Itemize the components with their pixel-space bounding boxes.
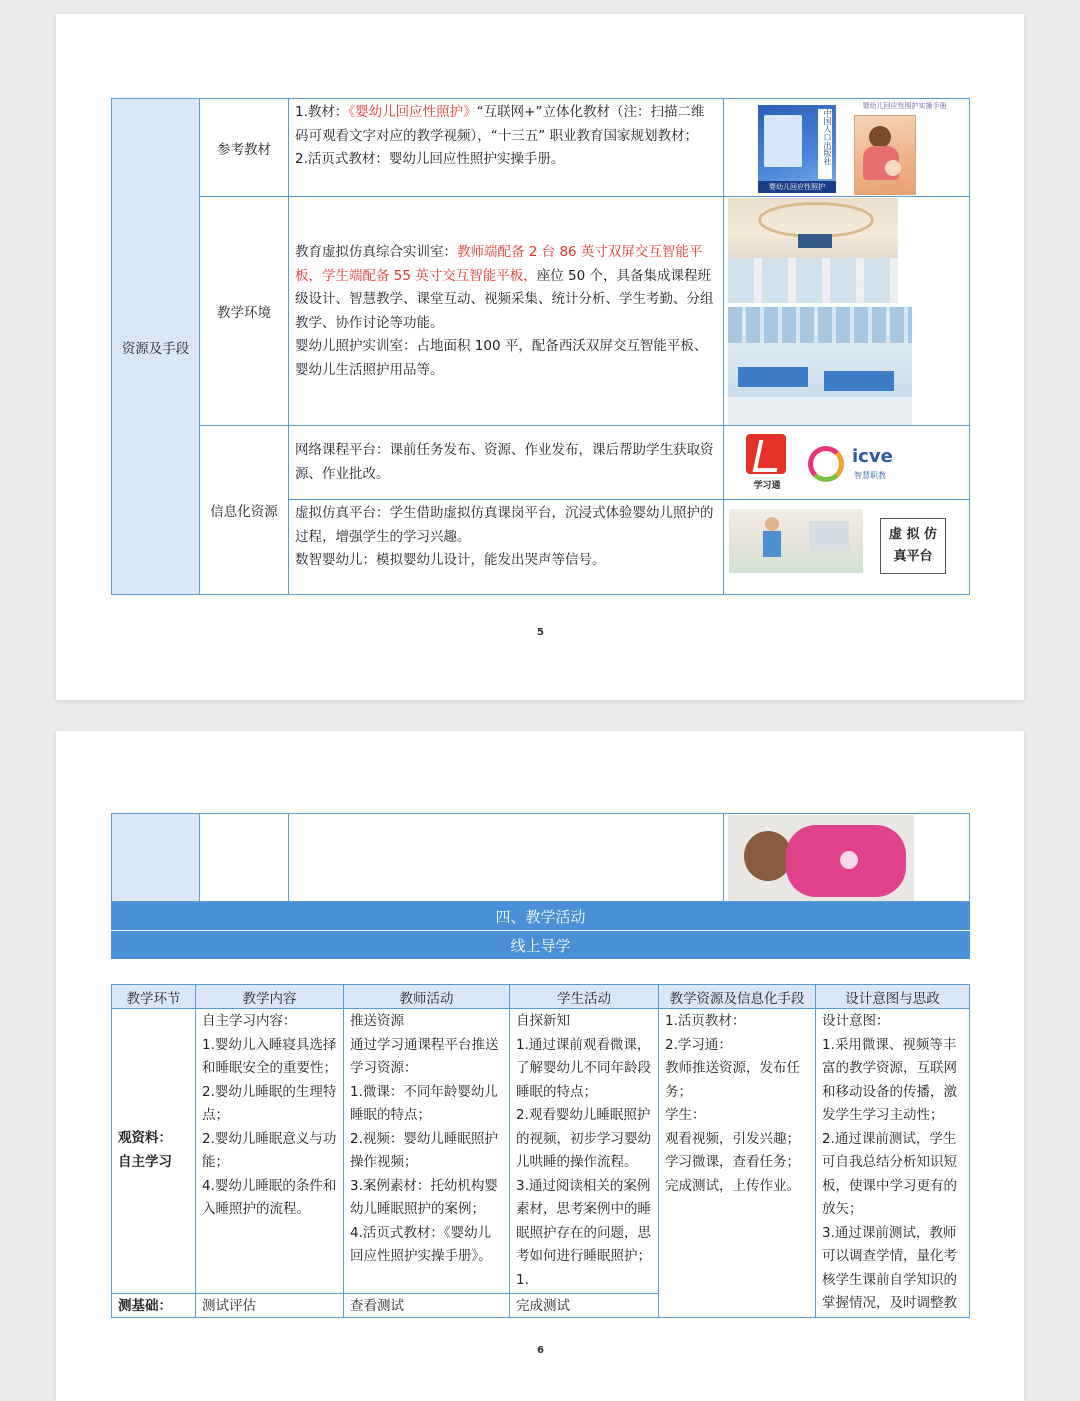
xuexitong-logo: 学习通 <box>744 432 790 492</box>
online-course-text: 网络课程平台：课前任务发布、资源、作业发布，课后帮助学生获取资源、作业批改。 <box>295 442 714 482</box>
environment-text-cell <box>288 196 724 426</box>
continued-section-cell <box>111 813 200 902</box>
col-header-student: 学生活动 <box>509 984 659 1009</box>
row1-content-cell <box>195 1008 344 1294</box>
col-header-stage: 教学环节 <box>111 984 196 1009</box>
simulation-screenshot <box>729 509 863 573</box>
row2-stage-cell <box>111 1293 196 1318</box>
page-number: 5 <box>537 627 544 638</box>
classroom-photo <box>728 198 898 303</box>
environment-label: 教学环境 <box>217 305 271 321</box>
info-label-cell <box>199 425 289 595</box>
textbook-text-cell <box>288 98 724 197</box>
subsection-banner: 线上导学 <box>111 930 970 959</box>
simulation-text-cell <box>288 499 724 595</box>
row2-student-cell <box>509 1293 659 1318</box>
icve-logo: icve 智慧职教 <box>808 440 904 492</box>
environment-image-cell <box>723 196 970 426</box>
manual-title-label: 婴幼儿回应性照护实操手册 <box>862 102 947 110</box>
textbook-line1: 1.教材：《婴幼儿回应性照护》“互联网+”立体化教材（注：扫描二维码可观看文字对应的教学视频），“十三五” 职业教育国家规划教材； <box>295 104 705 144</box>
simulation-image-cell <box>723 499 970 595</box>
row1-teacher: 推送资源 通过学习通课程平台推送学习资源： 1.微课：不同年龄婴幼儿睡眠的特点； 2.视频：婴幼儿睡眠照护操作视频； 3.案例素材：托幼机构婴幼儿睡眠照护的案例； 4.活页式教材：《婴幼儿回应性照护实操手册》。 <box>350 1013 499 1264</box>
row2-student: 完成测试 <box>516 1298 570 1314</box>
row1-student: 自探新知 1.通过课前观看微课，了解婴幼儿不同年龄段睡眠的特点； 2.观看婴幼儿睡眠照护的视频，初步学习婴幼儿哄睡的操作流程。 3.通过阅读相关的案例素材，思考案例中的睡眠照护存在的问题，思考如何进行睡眠照护； 1. <box>516 1013 651 1288</box>
book-publisher: 中国人口出版社 <box>818 109 832 179</box>
row2-teacher: 查看测试 <box>350 1298 404 1314</box>
textbook-label-cell <box>199 98 289 197</box>
row2-teacher-cell <box>343 1293 510 1318</box>
row1-stage: 观资料： 自主学习 <box>118 1130 172 1170</box>
section-label-cell <box>111 98 200 595</box>
row2-content: 测试评估 <box>202 1298 256 1314</box>
col-header-resources: 教学资源及信息化手段 <box>658 984 816 1009</box>
continued-text-cell <box>288 813 724 902</box>
col-header-teacher: 教师活动 <box>343 984 510 1009</box>
nursing-room-photo <box>728 307 912 425</box>
textbook-cover-image <box>758 105 836 193</box>
row1-resources: 1.活页教材： 2.学习通： 教师推送资源，发布任务； 学生： 观看视频，引发兴趣； 学习微课，查看任务； 完成测试，上传作业。 <box>665 1013 800 1194</box>
continued-label-cell <box>199 813 289 902</box>
info-label: 信息化资源 <box>210 504 278 520</box>
document-page-6 <box>56 731 1024 1401</box>
row1-student-cell <box>509 1008 659 1294</box>
section-label: 资源及手段 <box>121 340 190 357</box>
row2-content-cell <box>195 1293 344 1318</box>
book-title: 婴幼儿回应性照护 <box>758 181 836 193</box>
simulation-text-2: 数智婴幼儿：模拟婴幼儿设计，能发出哭声等信号。 <box>295 552 606 568</box>
row1-design-cell <box>815 1008 970 1318</box>
row1-design: 设计意图： 1.采用微课、视频等丰富的教学资源，互联网和移动设备的传播，激发学生学习主动性； 2.通过课前测试，学生可自我总结分析知识短板，使课中学习更有的放矢； 3.通过课前测试，教师可以调查学情，量化考核学生课前自学知识的掌握情况，及时调整教 <box>822 1013 957 1311</box>
page-number: 6 <box>537 1345 544 1356</box>
environment-paragraph-1: 教育虚拟仿真综合实训室：教师端配备 2 台 86 英寸双屏交互智能平板，学生端配备 55 英寸交互智能平板，座位 50 个，具备集成课程班级设计、智慧教学、课堂互动、视频采集、统计分析、学生考勤、分组教学、协作讨论等功能。 <box>295 244 714 331</box>
simulation-text-1: 虚拟仿真平台：学生借助虚拟仿真课岗平台，沉浸式体验婴幼儿照护的过程，增强学生的学习兴趣。 <box>295 505 714 545</box>
textbook-image-cell <box>723 98 970 197</box>
section-banner: 四、教学活动 <box>111 902 970 930</box>
row1-content: 自主学习内容： 1.婴幼儿入睡寝具选择和睡眠安全的重要性； 2.婴幼儿睡眠的生理特点； 2.婴幼儿睡眠意义与功能； 4.婴幼儿睡眠的条件和入睡照护的流程。 <box>202 1013 337 1217</box>
simulation-badge: 虚 拟 仿 真平台 <box>880 518 946 574</box>
col-header-design: 设计意图与思政 <box>815 984 970 1009</box>
environment-label-cell <box>199 196 289 426</box>
manual-cover-image <box>854 115 916 195</box>
document-page-5 <box>56 14 1024 700</box>
textbook-label: 参考教材 <box>217 141 271 158</box>
row1-resources-cell <box>658 1008 816 1318</box>
col-header-content: 教学内容 <box>195 984 344 1009</box>
environment-paragraph-2: 婴幼儿照护实训室：占地面积 100 平，配备西沃双屏交互智能平板、婴幼儿生活照护用品等。 <box>295 338 708 378</box>
row2-stage: 测基础： <box>118 1298 172 1314</box>
row1-teacher-cell <box>343 1008 510 1294</box>
online-course-text-cell <box>288 425 724 500</box>
row1-stage-cell <box>111 1008 196 1294</box>
logos-cell <box>723 425 970 500</box>
continued-image-cell <box>723 813 970 902</box>
textbook-line2: 2.活页式教材：婴幼儿回应性照护实操手册。 <box>295 151 565 167</box>
baby-simulator-photo <box>728 815 914 901</box>
